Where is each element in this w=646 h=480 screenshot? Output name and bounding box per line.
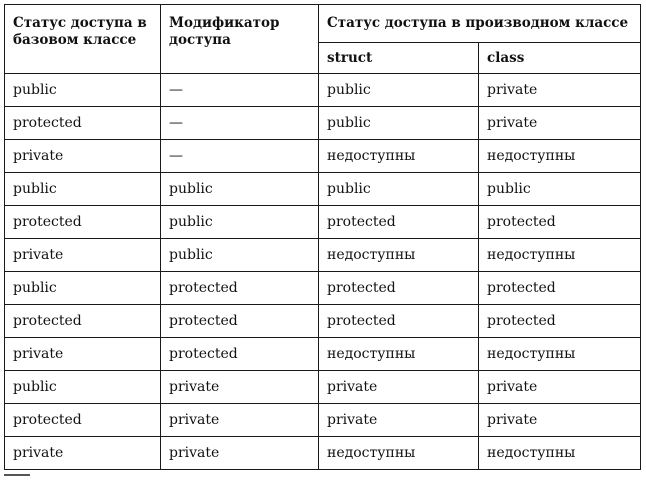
- cell-base: public: [5, 371, 161, 404]
- cell-class: недоступны: [479, 437, 641, 470]
- cell-class: public: [479, 173, 641, 206]
- cell-struct: protected: [319, 272, 479, 305]
- cell-class: private: [479, 74, 641, 107]
- table-row: [5, 239, 641, 272]
- table-row: [5, 404, 641, 437]
- cell-base: public: [5, 272, 161, 305]
- access-table: [4, 4, 641, 470]
- cell-base: protected: [5, 305, 161, 338]
- table-row: [5, 371, 641, 404]
- cell-struct: public: [319, 173, 479, 206]
- table-header: [5, 5, 641, 74]
- cell-class: private: [479, 371, 641, 404]
- table-row: [5, 305, 641, 338]
- scan-edge-mark: [4, 474, 30, 476]
- cell-class: private: [479, 107, 641, 140]
- table-row: [5, 140, 641, 173]
- table-row: [5, 338, 641, 371]
- cell-base: protected: [5, 404, 161, 437]
- header-modifier: Модификатор доступа: [161, 5, 319, 74]
- cell-class: protected: [479, 305, 641, 338]
- cell-class: недоступны: [479, 338, 641, 371]
- cell-base: protected: [5, 107, 161, 140]
- cell-base: private: [5, 140, 161, 173]
- cell-struct: недоступны: [319, 338, 479, 371]
- cell-base: protected: [5, 206, 161, 239]
- cell-modifier: public: [161, 206, 319, 239]
- cell-base: public: [5, 173, 161, 206]
- cell-struct: недоступны: [319, 437, 479, 470]
- table-row: [5, 74, 641, 107]
- cell-modifier: private: [161, 404, 319, 437]
- cell-struct: private: [319, 404, 479, 437]
- table-row: [5, 272, 641, 305]
- cell-modifier: protected: [161, 305, 319, 338]
- cell-struct: недоступны: [319, 239, 479, 272]
- cell-class: недоступны: [479, 140, 641, 173]
- table-row: [5, 107, 641, 140]
- cell-base: private: [5, 338, 161, 371]
- cell-class: protected: [479, 272, 641, 305]
- cell-class: protected: [479, 206, 641, 239]
- cell-struct: недоступны: [319, 140, 479, 173]
- cell-modifier: public: [161, 173, 319, 206]
- header-derived-status: Статус доступа в производном классе: [319, 5, 641, 43]
- cell-modifier: protected: [161, 338, 319, 371]
- cell-modifier: —: [161, 74, 319, 107]
- cell-base: private: [5, 239, 161, 272]
- cell-base: private: [5, 437, 161, 470]
- cell-modifier: protected: [161, 272, 319, 305]
- cell-class: private: [479, 404, 641, 437]
- header-struct: struct: [319, 43, 479, 74]
- table-row: [5, 206, 641, 239]
- cell-struct: protected: [319, 305, 479, 338]
- table-row: [5, 437, 641, 470]
- cell-modifier: private: [161, 371, 319, 404]
- header-class: class: [479, 43, 641, 74]
- cell-modifier: —: [161, 140, 319, 173]
- header-base-status: Статус доступа в базовом классе: [5, 5, 161, 74]
- cell-struct: public: [319, 74, 479, 107]
- table-body: [5, 74, 641, 470]
- cell-modifier: —: [161, 107, 319, 140]
- cell-struct: public: [319, 107, 479, 140]
- cell-struct: private: [319, 371, 479, 404]
- table-row: [5, 173, 641, 206]
- cell-base: public: [5, 74, 161, 107]
- cell-class: недоступны: [479, 239, 641, 272]
- cell-modifier: private: [161, 437, 319, 470]
- cell-struct: protected: [319, 206, 479, 239]
- cell-modifier: public: [161, 239, 319, 272]
